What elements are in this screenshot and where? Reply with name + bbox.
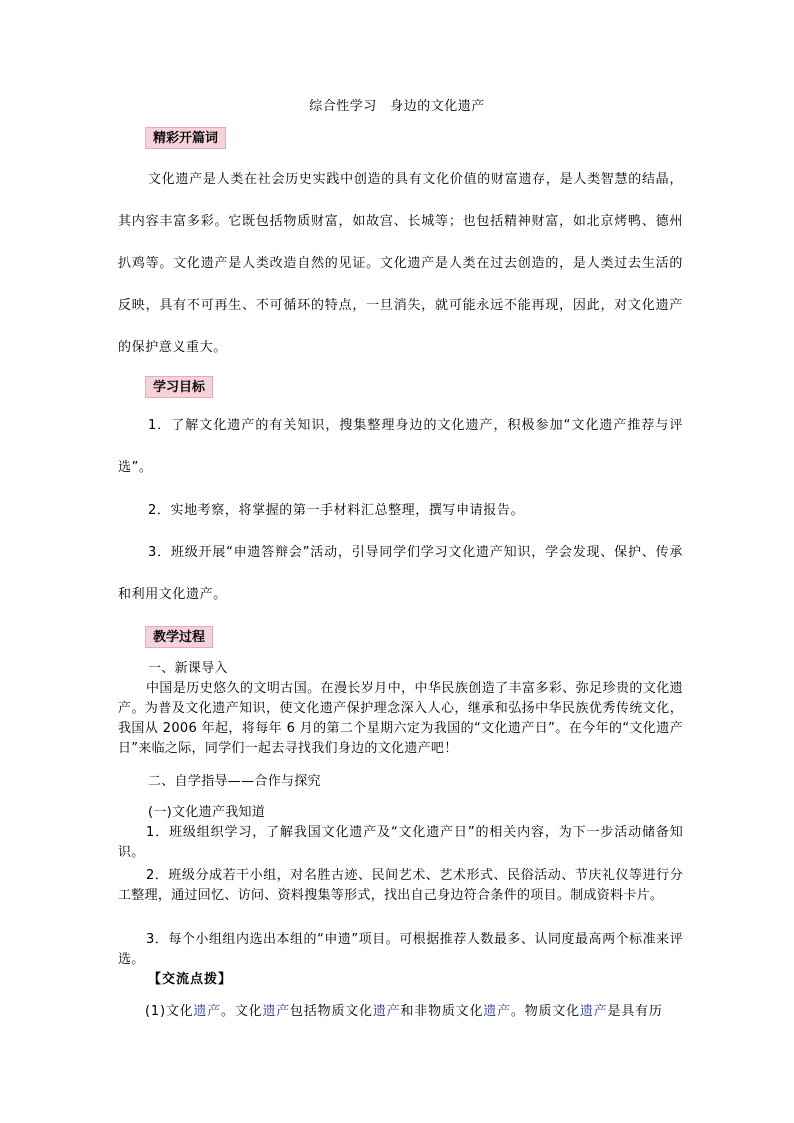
intro-heading: 一、新课导入: [148, 661, 228, 676]
know-heading: (一)文化遗产我知道: [148, 805, 266, 820]
section-badge-process: 教学过程: [145, 626, 213, 648]
know-item-2: 2．班级分成若干小组，对名胜古迹、民间艺术、艺术形式、民俗活动、节庆礼仪等进行分工整理，通过回忆、访问、资料搜集等形式，找出自己身边符合条件的项目。制成资料卡片。: [118, 868, 683, 903]
culture-highlight-3: 遗产: [372, 1004, 401, 1019]
culture-heritage-paragraph: [145, 1000, 685, 1024]
section-badge-opening: 精彩开篇词: [145, 127, 226, 149]
culture-text-mid-4: 。物质文化: [510, 1004, 580, 1019]
culture-highlight-2: 遗产: [262, 1004, 291, 1019]
culture-highlight-4: 遗产: [483, 1004, 511, 1019]
self-study-heading: 二、自学指导——合作与探究: [148, 774, 321, 789]
culture-highlight-5: 遗产: [579, 1004, 608, 1019]
know-item-1: 1．班级组织学习，了解我国文化遗产及“文化遗产日”的相关内容，为下一步活动储备知识。: [118, 825, 683, 860]
culture-text-prefix: (1)文化: [145, 1004, 194, 1019]
culture-text-suffix: 是具有历: [607, 1004, 663, 1019]
objective-item-2: 2．实地考察，将掌握的第一手材料汇总整理，撰写申请报告。: [148, 503, 525, 518]
document-title: 综合性学习 身边的文化遗产: [309, 99, 485, 114]
culture-text-mid-1: 。文化: [221, 1004, 263, 1019]
culture-highlight-1: 遗产: [193, 1004, 222, 1019]
culture-text-mid-2: 包括物质文化: [290, 1004, 373, 1019]
section-badge-objectives: 学习目标: [145, 376, 213, 398]
objective-item-1: 1．了解文化遗产的有关知识，搜集整理身边的文化遗产，积极参加“文化遗产推荐与评选”。: [118, 418, 683, 475]
opening-paragraph: 文化遗产是人类在社会历史实践中创造的具有文化价值的财富遗存，是人类智慧的结晶，其内容丰富多彩。它既包括物质财富，如故宫、长城等；也包括精神财富，如北京烤鸭、德州扒鸡等。文化遗产是人类改造自然的见证。文化遗产是人类在过去创造的，是人类过去生活的反映，具有不可再生、不可循环的特点，一旦消失，就可能永远不能再现，因此，对文化遗产的保护意义重大。: [118, 172, 683, 355]
culture-text-mid-3: 和非物质文化: [400, 1004, 484, 1019]
objective-item-3: 3．班级开展“申遗答辩会”活动，引导同学们学习文化遗产知识，学会发现、保护、传承和利用文化遗产。: [118, 545, 683, 602]
know-item-3: 3．每个小组组内选出本组的“申遗”项目。可根据推荐人数最多、认同度最高两个标准来评选。: [118, 932, 683, 967]
exchange-heading: 【交流点拨】: [148, 972, 233, 987]
intro-paragraph: 中国是历史悠久的文明古国。在漫长岁月中，中华民族创造了丰富多彩、弥足珍贵的文化遗产。为普及文化遗产知识，使文化遗产保护理念深入人心，继承和弘扬中华民族优秀传统文化，我国从 2006 年起，将每年 6 月的第二个星期六定为我国的“文化遗产日”。在今年的“文化遗产日”来临之际，同学们一起去寻找我们身边的文化遗产吧！: [118, 681, 683, 756]
